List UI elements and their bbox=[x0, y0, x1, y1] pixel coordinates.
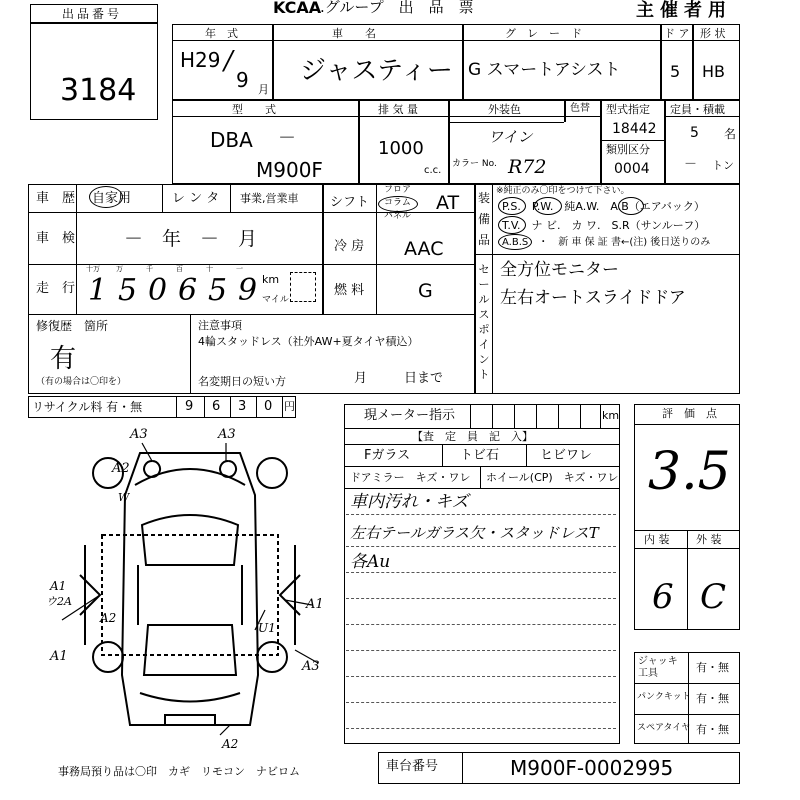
displacement-value: 1000 bbox=[378, 138, 424, 159]
mark-w: W bbox=[118, 491, 130, 504]
accessory-label-2: スペアタイヤ bbox=[637, 723, 691, 733]
digit-unit-0: 十万 bbox=[86, 265, 100, 273]
accessory-label-1: パンクキット bbox=[637, 692, 691, 702]
recycle-unit: 円 bbox=[284, 400, 295, 413]
comment-2: 各Au bbox=[350, 552, 391, 572]
accessory-value-0: 有・無 bbox=[696, 661, 729, 674]
shift-option-0: フロア bbox=[384, 185, 412, 195]
type-label: 型 式 bbox=[232, 103, 276, 116]
abs-circle bbox=[498, 234, 532, 250]
ab-circle bbox=[618, 197, 644, 215]
vehicle-name: ジャスティー bbox=[300, 56, 453, 86]
lot-number: 3184 bbox=[60, 73, 137, 108]
notes-value: 4輪スタッドレス（社外AW+夏タイヤ積込） bbox=[198, 335, 419, 348]
history-business: 事業,営業車 bbox=[240, 192, 299, 205]
mark-a2-bottom: A2 bbox=[222, 737, 239, 751]
tv-circle bbox=[498, 216, 526, 234]
mirror-label: ドアミラー キズ・ワレ bbox=[350, 471, 471, 484]
exterior-score: C bbox=[700, 577, 727, 617]
org-name: KCAA bbox=[273, 0, 322, 17]
inspection-value: － 年 － 月 bbox=[124, 228, 258, 250]
digit-unit-4: 十 bbox=[206, 265, 213, 273]
mark-a3-left: A3 bbox=[130, 427, 148, 442]
equipment-note: ※純正のみ〇印をつけて下さい。 bbox=[496, 186, 630, 196]
equipment-label: 装備品 bbox=[477, 191, 490, 247]
mileage-digit-3: 6 bbox=[178, 273, 198, 308]
equipment-line1: P.S. P.W. 純A.W. A.B（エアバック） bbox=[502, 200, 705, 213]
exterior-label: 外装色 bbox=[488, 103, 521, 116]
color-change-label: 色替 bbox=[570, 103, 590, 114]
model-year: H29 bbox=[180, 48, 221, 72]
history-private: 自家用 bbox=[92, 191, 132, 206]
mileage-digit-4: 5 bbox=[208, 273, 228, 308]
ac-label: 冷 房 bbox=[334, 239, 365, 254]
recycle-digit-3: 0 bbox=[264, 399, 273, 414]
interior-score: 6 bbox=[652, 577, 674, 617]
mileage-digit-2: 0 bbox=[148, 273, 168, 308]
load-value: － bbox=[684, 157, 698, 172]
car-diagram bbox=[40, 425, 340, 755]
comment-0: 車内汚れ・キズ bbox=[350, 492, 469, 512]
load-unit: トン bbox=[712, 159, 734, 172]
footer-note: 事務局預り品は〇印 カギ リモコン ナビロム bbox=[58, 765, 300, 778]
name-label: 車 名 bbox=[332, 27, 376, 40]
grade-value: G スマートアシスト bbox=[468, 60, 621, 80]
fuel-label: 燃 料 bbox=[334, 283, 365, 298]
shift-label: シフト bbox=[330, 195, 370, 210]
model-code: M900F bbox=[256, 158, 323, 182]
sales-point-line2: 左右オートスライドドア bbox=[500, 288, 686, 308]
history-rental: レ ン タ bbox=[172, 191, 220, 206]
class-value: 0004 bbox=[614, 161, 650, 177]
sales-point-label: セールスポイント bbox=[478, 263, 490, 381]
expiry-day: 日まで bbox=[404, 371, 444, 386]
mileage-label: 走 行 bbox=[36, 281, 76, 296]
ps-circle bbox=[498, 197, 526, 215]
chassis-label: 車台番号 bbox=[386, 759, 439, 774]
shift-value: AT bbox=[436, 192, 460, 214]
accessory-label-0: ジャッキ工具 bbox=[638, 656, 678, 679]
meter-unit: km bbox=[602, 409, 620, 422]
sales-point-line1: 全方位モニター bbox=[500, 260, 619, 280]
mileage-digit-1: 5 bbox=[118, 273, 138, 308]
mile-box bbox=[290, 272, 316, 302]
history-label: 車 歴 bbox=[36, 191, 76, 206]
shift-option-2: パネル bbox=[384, 211, 412, 221]
mark-a1-left: A1 bbox=[50, 579, 67, 593]
recycle-digit-0: 9 bbox=[185, 399, 194, 414]
chassis-value: M900F-0002995 bbox=[510, 756, 674, 780]
expiry-month: 月 bbox=[354, 371, 368, 386]
notes-label: 注意事項 bbox=[198, 319, 242, 332]
exterior-value: ワイン bbox=[488, 128, 533, 146]
repair-label: 修復歴 箇所 bbox=[36, 319, 109, 333]
private-circle bbox=[89, 186, 123, 208]
mileage-digit-5: 9 bbox=[238, 273, 258, 308]
km-unit: km bbox=[262, 273, 280, 286]
digit-unit-5: 一 bbox=[236, 265, 243, 273]
month-unit: 月 bbox=[258, 83, 269, 96]
recycle-digit-1: 6 bbox=[212, 399, 221, 414]
digit-unit-3: 百 bbox=[176, 265, 183, 273]
form-title: .グループ 出 品 票 bbox=[320, 0, 474, 16]
crack-label: ヒビワレ bbox=[540, 448, 593, 463]
type-spec-label: 型式指定 bbox=[606, 103, 650, 116]
body-label: 形 状 bbox=[700, 27, 726, 40]
stone-label: トビ石 bbox=[460, 448, 500, 463]
body-value: HB bbox=[702, 62, 726, 81]
displacement-label: 排 気 量 bbox=[378, 103, 418, 116]
model-month: 9 bbox=[236, 68, 249, 92]
digit-unit-2: 千 bbox=[146, 265, 153, 273]
exterior-label-rating: 外 装 bbox=[696, 533, 722, 546]
wheel-label: ホイール(CP) キズ・ワレ bbox=[486, 471, 619, 484]
accessory-value-2: 有・無 bbox=[696, 723, 729, 736]
model-dash: － bbox=[278, 128, 296, 149]
mile-unit: マイル bbox=[262, 295, 289, 305]
color-no-label: カラー No. bbox=[452, 159, 497, 169]
mark-a3-rear: A3 bbox=[302, 659, 320, 674]
inspection-label: 車 検 bbox=[36, 231, 76, 246]
meter-label: 現メーター指示 bbox=[364, 408, 456, 423]
pw-circle bbox=[534, 197, 562, 215]
expiry-label: 名変期日の短い方 bbox=[198, 375, 286, 388]
doors-label: ド ア bbox=[664, 27, 690, 40]
capacity-unit: 名 bbox=[724, 127, 737, 141]
lot-label: 出品番号 bbox=[62, 7, 123, 21]
inspector-title: 【査 定 員 記 入】 bbox=[412, 430, 533, 443]
fuel-value: G bbox=[418, 280, 433, 302]
mileage-digit-0: 1 bbox=[88, 273, 108, 308]
recycle-digit-2: 3 bbox=[238, 399, 247, 414]
mark-a3-right: A3 bbox=[218, 427, 236, 442]
doors-value: 5 bbox=[670, 62, 681, 81]
interior-label: 内 装 bbox=[644, 533, 670, 546]
type-spec-value: 18442 bbox=[612, 121, 657, 137]
accessory-value-1: 有・無 bbox=[696, 692, 729, 705]
class-label: 類別区分 bbox=[606, 143, 650, 156]
repair-value: 有 bbox=[50, 344, 77, 374]
column-circle bbox=[378, 196, 418, 212]
color-no-value: R72 bbox=[508, 156, 547, 178]
recycle-label: リサイクル料 有・無 bbox=[32, 400, 143, 414]
mark-a2-top: A2 bbox=[112, 461, 130, 476]
equipment-line3: A.B.S ・ 新 車 保 証 書←(注) 後日送りのみ bbox=[502, 237, 711, 248]
cc-unit: c.c. bbox=[424, 165, 442, 176]
shift-option-1: コラム bbox=[384, 198, 411, 208]
repair-note: （有の場合は〇印を） bbox=[36, 377, 127, 387]
capacity-value: 5 bbox=[690, 125, 699, 141]
mark-a1-left-low: A1 bbox=[50, 649, 68, 664]
comment-1: 左右テールガラス欠・スタッドレスT bbox=[350, 524, 599, 542]
mark-a1-right: A1 bbox=[306, 597, 324, 612]
equipment-line2: T.V. ナ ビ. カ ワ. S.R（サンルーフ） bbox=[502, 219, 706, 232]
rating-score: 3.5 bbox=[648, 442, 731, 502]
mark-u2a: ウ2A bbox=[46, 595, 72, 608]
year-slash: / bbox=[224, 46, 233, 76]
organizer-label: 主催者用 bbox=[636, 0, 732, 21]
digit-unit-1: 万 bbox=[116, 265, 123, 273]
model-prefix: DBA bbox=[210, 128, 253, 152]
ac-value: AAC bbox=[404, 238, 444, 260]
mark-a2-side: A2 bbox=[100, 611, 117, 625]
rating-label: 評 価 点 bbox=[662, 407, 717, 420]
year-label: 年 式 bbox=[205, 27, 238, 40]
glass-label: Fガラス bbox=[364, 448, 411, 463]
grade-label: グ レ ー ド bbox=[505, 27, 582, 40]
mark-u1: U1 bbox=[258, 621, 276, 635]
capacity-label: 定員・積載 bbox=[670, 103, 725, 116]
mileage-units bbox=[82, 264, 258, 314]
